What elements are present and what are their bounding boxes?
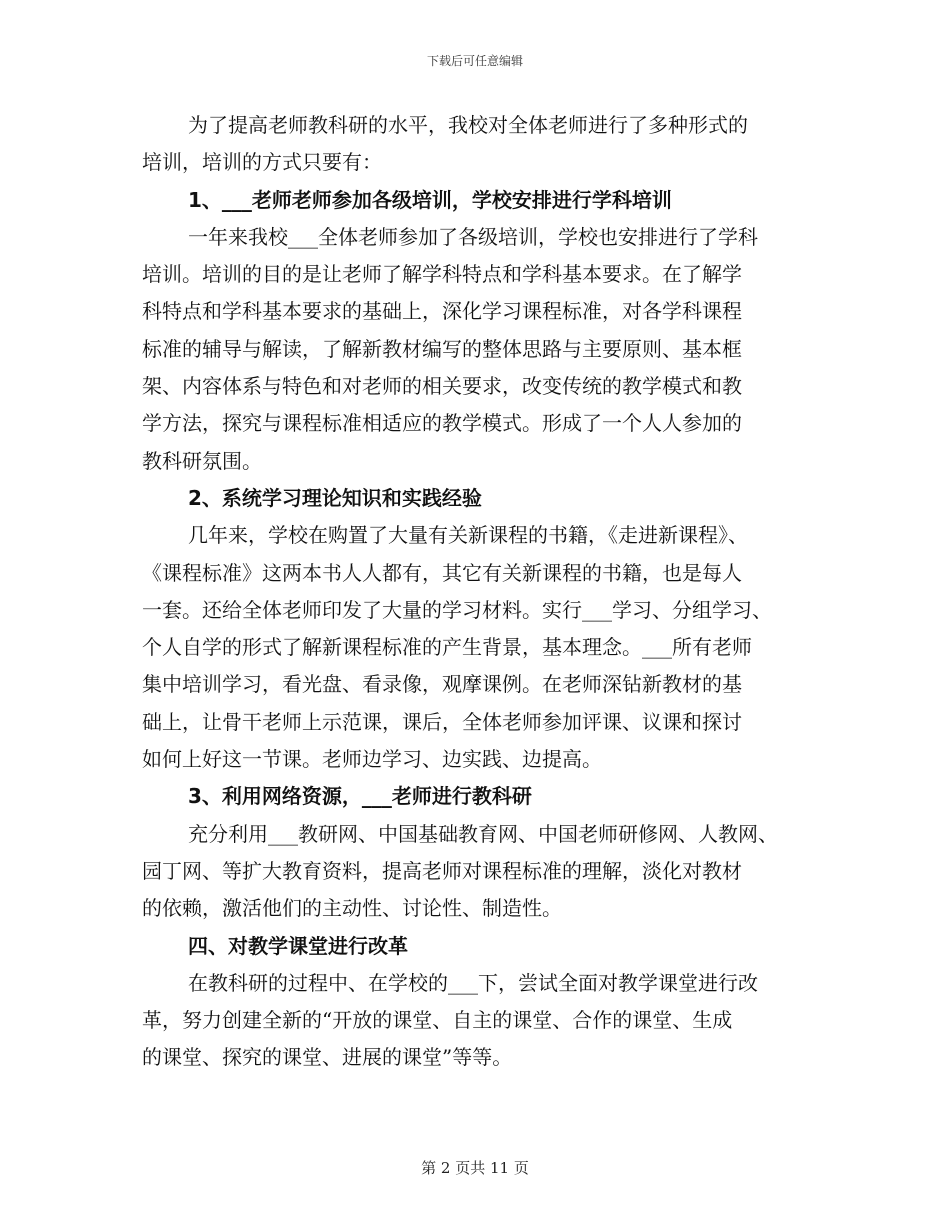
paragraph-line: 科特点和学科基本要求的基础上，深化学习课程标准，对各学科课程 [142,299,742,324]
section-heading: 2、系统学习理论知识和实践经验 [188,485,482,510]
paragraph-line: 如何上好这一节课。老师边学习、边实践、边提高。 [142,747,602,772]
paragraph-line: 革，努力创建全新的“开放的课堂、自主的课堂、合作的课堂、生成 [142,1008,733,1033]
paragraph-line: 一套。还给全体老师印发了大量的学习材料。实行___学习、分组学习、 [142,597,772,622]
paragraph-line: 一年来我校___全体老师参加了各级培训，学校也安排进行了学科 [188,224,758,249]
paragraph-line: 学方法，探究与课程标准相适应的教学模式。形成了一个人人参加的 [142,411,742,436]
paragraph-line: 个人自学的形式了解新课程标准的产生背景，基本理念。___所有老师 [142,635,752,660]
section-heading: 1、___老师老师参加各级培训，学校安排进行学科培训 [188,187,672,212]
paragraph-line: 《课程标准》这两本书人人都有，其它有关新课程的书籍，也是每人 [142,560,742,585]
paragraph-line: 础上，让骨干老师上示范课，课后，全体老师参加评课、议课和探讨 [142,709,742,734]
paragraph-line: 标准的辅导与解读，了解新教材编写的整体思路与主要原则、基本框 [142,336,742,361]
paragraph-line: 的依赖，激活他们的主动性、讨论性、制造性。 [142,896,562,921]
paragraph-line: 的课堂、探究的课堂、进展的课堂”等等。 [142,1045,513,1070]
paragraph-line: 培训。培训的目的是让老师了解学科特点和学科基本要求。在了解学 [142,262,742,287]
page-footer: 第 2 页共 11 页 [421,1159,529,1177]
document-body [142,107,812,1077]
paragraph-line: 集中培训学习，看光盘、看录像，观摩课例。在老师深钻新教材的基 [142,672,742,697]
paragraph-line: 在教科研的过程中、在学校的___下，尝试全面对教学课堂进行改 [188,970,758,995]
page-header: 下载后可任意编辑 [426,54,523,68]
paragraph-line: 为了提高老师教科研的水平，我校对全体老师进行了多种形式的 [188,113,748,137]
paragraph-line: 教科研氛围。 [142,448,262,473]
section-heading: 3、利用网络资源，___老师进行教科研 [188,784,532,809]
paragraph-line: 培训，培训的方式只要有： [142,150,382,175]
paragraph-line: 充分利用___教研网、中国基础教育网、中国老师研修网、人教网、 [188,821,778,846]
paragraph-line: 架、内容体系与特色和对老师的相关要求，改变传统的教学模式和教 [142,374,742,399]
section-heading: 四、对教学课堂进行改革 [188,933,408,958]
paragraph-line: 几年来，学校在购置了大量有关新课程的书籍，《走进新课程》、 [188,523,748,548]
paragraph-line: 园丁网、等扩大教育资料，提高老师对课程标准的理解，淡化对教材 [142,858,742,883]
